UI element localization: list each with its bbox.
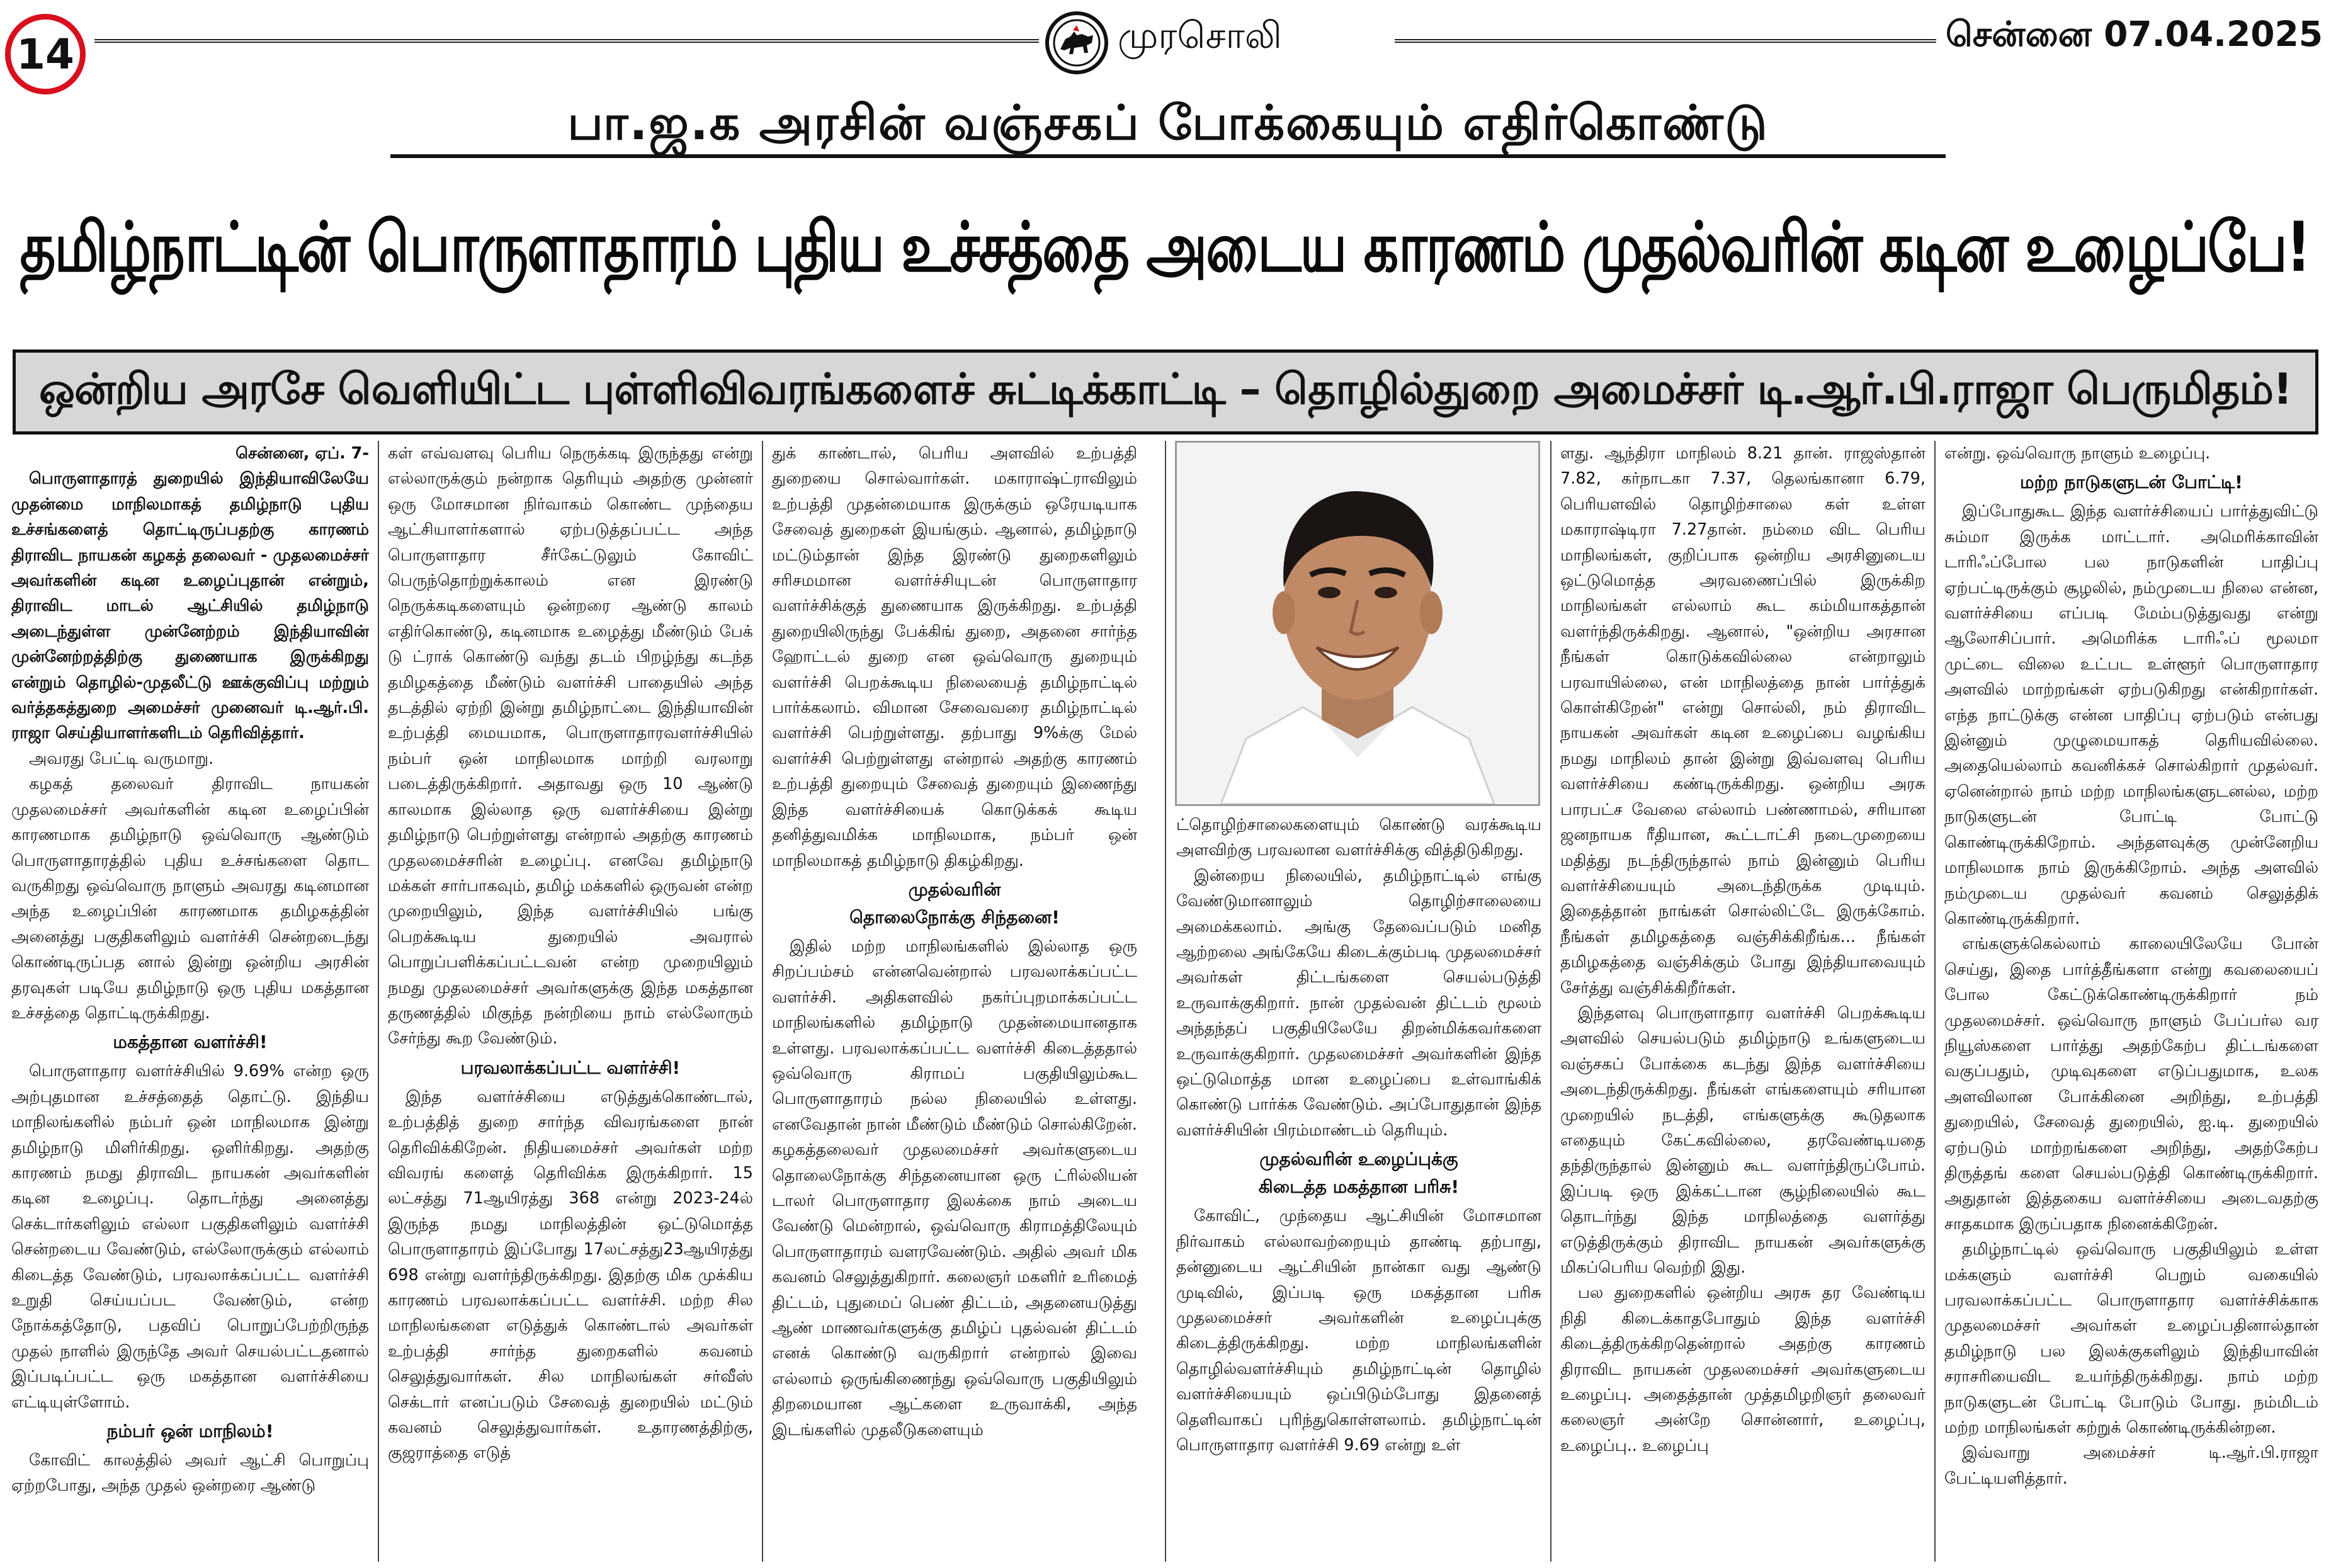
article-column-1 xyxy=(11,441,369,1562)
page-number: 14 xyxy=(5,14,86,94)
paragraph: துக் காண்டால், பெரிய அளவில் உற்பத்தி துறையை சொல்வார்கள். மகாராஷ்ட்ராவிலும் உற்பத்தி முதன்மையாக இருக்கும் ஒரேயடியாக சேவைத் துறைகள் இயங்கும். ஆனால், தமிழ்நாடு மட்டும்தான் இந்த இரண்டு துறைகளிலும் சரிசமமான வளர்ச்சியுடன் பொருளாதார வளர்ச்சிக்குத் துணையாக இருக்கிறது. உற்பத்தி துறையிலிருந்து பேக்கிங் துறை, அதனை சார்ந்த ஹோட்டல் துறை என ஒவ்வொரு துறையும் வளர்ச்சி பெறக்கூடிய நிலையைத் தமிழ்நாட்டில் பார்க்கலாம். விமான சேவைவரை தமிழ்நாட்டில் வளர்ச்சி பெற்றுள்ளது. தற்பாது 9%க்கு மேல் வளர்ச்சி பெற்றுள்ளது என்றால் அதற்கு காரணம் உற்பத்தி துறையும் சேவைத் துறையும் இணைந்து இந்த வளர்ச்சியைக் கொடுக்கக் கூடிய தனித்துவமிக்க மாநிலமாக, நம்பர் ஒன் மாநிலமாகத் தமிழ்நாடு திகழ்கிறது. xyxy=(772,444,1137,870)
column-divider xyxy=(1550,441,1551,1562)
column-divider xyxy=(762,441,763,1562)
section-heading: முதல்வரின் xyxy=(908,878,1001,900)
main-headline: தமிழ்நாட்டின் பொருளாதாரம் புதிய உச்சத்தை அடைய காரணம் முதல்வரின் கடின உழைப்பே! xyxy=(20,207,2310,288)
section-heading: நம்பர் ஒன் மாநிலம்! xyxy=(106,1421,274,1442)
header-rule-right xyxy=(1395,39,1936,43)
article-column-6 xyxy=(1944,441,2318,1562)
section-heading: மகத்தான வளர்ச்சி! xyxy=(113,1031,268,1053)
section-heading: முதல்வரின் உழைப்புக்கு xyxy=(1259,1149,1458,1170)
article-column-5 xyxy=(1560,441,1925,1562)
paragraph: இன்றைய நிலையில், தமிழ்நாட்டில் எங்கு வேண்டுமானாலும் தொழிற்சாலையை அமைக்கலாம். அங்கு தேவைப்படும் மனித ஆற்றலை அங்கேயே கிடைக்கும்படி முதலமைச்சர் அவர்கள் திட்டங்களை செயல்படுத்தி உருவாக்குகிறார். நான் முதல்வன் திட்டம் மூலம் அந்தந்தப் பகுதியிலேயே திறன்மிக்கவர்களை உருவாக்குகிறார். முதலமைச்சர் அவர்களின் இந்த ஒட்டுமொத்த மான உழைப்பை உள்வாங்கிக் கொண்டு பார்க்க வேண்டும். அப்போதுதான் இந்த வளர்ச்சியின் பிரம்மாண்டம் தெரியும். xyxy=(1176,866,1541,1140)
minister-photo xyxy=(1175,441,1540,806)
subheadline-box xyxy=(13,349,2318,435)
paragraph: ளது. ஆந்திரா மாநிலம் 8.21 தான். ராஜஸ்தான் 7.82, கர்நாடகா 7.37, தெலங்கானா 6.79, பெரியளவில் தொழிற்சாலை கள் உள்ள மகாராஷ்டிரா 7.27தான். நம்மை விட பெரிய மாநிலங்கள், குறிப்பாக ஒன்றிய அரசினுடைய ஒட்டுமொத்த அரவணைப்பில் இருக்கிற மாநிலங்கள் எல்லாம் கூட கம்மியாகத்தான் வளர்ந்திருக்கிறது. ஆனால், "ஒன்றிய அரசான நீங்கள் கொடுக்கவில்லை என்றாலும் பரவாயில்லை, என் மாநிலத்தை நான் பார்த்துக் கொள்கிறேன்" என்று சொல்லி, நம் திராவிட நாயகன் அவர்கள் கடின உழைப்பை வழங்கிய நமது மாநிலம் தான் இன்று இவ்வளவு பெரிய வளர்ச்சியை கண்டிருக்கிறது. ஒன்றிய அரசு பாரபட்ச வேலை எல்லாம் பண்ணாமல், சரியான ஜனநாயக ரீதியான, கூட்டாட்சி நடைமுறையை மதித்து நடந்திருந்தால் நாம் இன்னும் பெரிய வளர்ச்சியையும் அடைந்திருக்க முடியும். இதைத்தான் நாங்கள் சொல்லிட்டே இருக்கோம். நீங்கள் தமிழகத்தை வஞ்சிக்கிறீங்க... நீங்கள் தமிழகத்தை வஞ்சிக்கும் போது இந்தியாவையும் சேர்த்து வஞ்சிக்கிறீர்கள். xyxy=(1560,444,1925,997)
section-heading: தொலைநோக்கு சிந்தனை! xyxy=(849,906,1060,928)
paragraph: அவரது பேட்டி வருமாறு. xyxy=(29,749,214,768)
paragraph: இந்தளவு பொருளாதார வளர்ச்சி பெறக்கூடிய அளவில் செயல்படும் தமிழ்நாடு உங்களுடைய வஞ்சகப் போக்கை கடந்து இந்த வளர்ச்சியை அடைந்திருக்கிறது. நீங்கள் எங்களையும் சரியான முறையில் நடத்தி, எங்களுக்கு கூடுதலாக எதையும் கேட்கவில்லை, தரவேண்டியதை தந்திருந்தால் இன்னும் கூட வளர்ந்திருப்போம். இப்படி ஒரு இக்கட்டான சூழ்நிலையில் கூட தொடர்ந்து இந்த மாநிலத்தை வளர்த்து எடுத்திருக்கும் திராவிட நாயகன் அவர்களுக்கு மிகப்பெரிய வெற்றி இது. xyxy=(1560,1003,1925,1277)
paragraph: தமிழ்நாட்டில் ஒவ்வொரு பகுதியிலும் உள்ள மக்களும் வளர்ச்சி பெறும் வகையில் பரவலாக்கப்பட்ட பொருளாதார வளர்ச்சிக்காக முதலமைச்சர் அவர்கள் உழைப்பதினால்தான் தமிழ்நாடு பல இலக்குகளிலும் இந்தியாவின் சராசரியைவிட உயர்ந்திருக்கிறது. நாம் மற்ற நாடுகளுடன் போட்டி போடும் போது. நம்மிடம் மற்ற மாநிலங்கள் கற்றுக் கொண்டிருக்கின்றன. xyxy=(1944,1240,2318,1438)
paragraph: இப்போதுகூட இந்த வளர்ச்சியைப் பார்த்துவிட்டு சும்மா இருக்க மாட்டார். அமெரிக்காவின் டாரிஃப்போல பல நாடுகளின் பாதிப்பு ஏற்பட்டிருக்கும் சூழலில், நம்முடைய நிலை என்ன, வளர்ச்சியை எப்படி மேம்படுத்துவது என்று ஆலோசிப்பார். அமெரிக்க டாரிஃப் மூலமா முட்டை விலை உட்பட உள்ளூர் பொருளாதார அளவில் மாற்றங்கள் ஏற்படுகிறது என்கிறார்கள். எந்த நாட்டுக்கு என்ன பாதிப்பு ஏற்படும் என்பது இன்னும் முழுமையாகத் தெரியவில்லை. அதையெல்லாம் கவனிக்கச் சொல்கிறார் முதல்வர். ஏனென்றால் நாம் மற்ற மாநிலங்களுடனல்ல, மற்ற நாடுகளுடன் போட்டி போட்டு கொண்டிருக்கிறோம். அந்தளவுக்கு முன்னேறிய மாநிலமாக நாம் இருக்கிறோம். அந்த அளவில் நம்முடைய முதல்வர் கவனம் செலுத்திக் கொண்டிருக்கிறார். xyxy=(1944,502,2318,928)
subheadline: ஒன்றிய அரசே வெளியிட்ட புள்ளிவிவரங்களைச் சுட்டிக்காட்டி – தொழில்துறை அமைச்சர் டி.ஆர்.பி.ராஜா பெருமிதம்! xyxy=(39,364,2292,414)
header-rule-left xyxy=(94,39,1039,43)
newspaper-name: முரசொலி xyxy=(1118,14,1282,57)
article-column-3 xyxy=(772,441,1137,1562)
newspaper-logo-icon xyxy=(1045,11,1108,74)
paragraph: இவ்வாறு அமைச்சர் டி.ஆர்.பி.ராஜா பேட்டியளித்தார். xyxy=(1944,1443,2318,1488)
paragraph: பல துறைகளில் ஒன்றிய அரசு தர வேண்டிய நிதி கிடைக்காதபோதும் இந்த வளர்ச்சி கிடைத்திருக்கிறதென்றால் அதற்கு காரணம் திராவிட நாயகன் முதலமைச்சர் அவர்களுடைய உழைப்பு. அதைத்தான் முத்தமிழறிஞர் தலைவர் கலைஞர் அன்றே சொன்னார், உழைப்பு, உழைப்பு.. உழைப்பு xyxy=(1560,1283,1925,1455)
paragraph: இதில் மற்ற மாநிலங்களில் இல்லாத ஒரு சிறப்பம்சம் என்னவென்றால் பரவலாக்கப்பட்ட வளர்ச்சி. அதிகளவில் நகர்ப்புறமாக்கப்பட்ட மாநிலங்களில் தமிழ்நாடு முதன்மையானதாக உள்ளது. பரவலாக்கப்பட்ட வளர்ச்சி கிடைத்ததால் ஒவ்வொரு கிராமப் பகுதியிலும்கூட பொருளாதாரம் நல்ல நிலையில் உள்ளது. எனவேதான் நான் மீண்டும் மீண்டும் சொல்கிறேன். கழகத்தலைவர் முதலமைச்சர் அவர்களுடைய தொலைநோக்கு சிந்தனையான ஒரு ட்ரில்லியன் டாலர் பொருளாதார இலக்கை நாம் அடைய வேண்டு மென்றால், ஒவ்வொரு கிராமத்திலேயும் பொருளாதாரம் வளரவேண்டும். அதில் அவர் மிக கவனம் செலுத்துகிறார். கலைஞர் மகளிர் உரிமைத் திட்டம், புதுமைப் பெண் திட்டம், அதனையடுத்து ஆண் மாணவர்களுக்கு தமிழ்ப் புதல்வன் திட்டம் எனக் கொண்டு வருகிறார் என்றால் இவை எல்லாம் ஒருங்கிணைந்து ஒவ்வொரு பகுதியிலும் திறமையான ஆட்களை உருவாக்கி, அந்த இடங்களில் முதலீடுகளையும் xyxy=(772,936,1137,1440)
kicker: பா.ஜ.க அரசின் வஞ்சகப் போக்கையும் எதிர்கொண்டு xyxy=(567,94,1769,151)
section-heading: மற்ற நாடுகளுடன் போட்டி! xyxy=(2020,472,2243,493)
section-heading: பரவலாக்கப்பட்ட வளர்ச்சி! xyxy=(460,1057,681,1078)
article-column-4 xyxy=(1176,812,1541,1562)
paragraph: ட்தொழிற்சாலைகளையும் கொண்டு வரக்கூடிய அளவிற்கு பரவலான வளர்ச்சிக்கு வித்திடுகிறது. xyxy=(1176,815,1541,860)
paragraph: என்று. ஒவ்வொரு நாளும் உழைப்பு. xyxy=(1944,444,2211,463)
column-divider xyxy=(378,441,379,1562)
paragraph: கோவிட், முந்தைய ஆட்சியின் மோசமான நிர்வாகம் எல்லாவற்றையும் தாண்டி தற்பாது, தன்னுடைய ஆட்சியின் நான்கா வது ஆண்டு முடிவில், இப்படி ஒரு மகத்தான பரிசு முதலமைச்சர் அவர்களின் உழைப்புக்கு கிடைத்திருக்கிறது. மற்ற மாநிலங்களின் தொழில்வளர்ச்சியும் தமிழ்நாட்டின் தொழில் வளர்ச்சியையும் ஒப்பிடும்போது இதனைத் தெளிவாகப் புரிந்துகொள்ளலாம். தமிழ்நாட்டின் பொருளாதார வளர்ச்சி 9.69 என்று உள் xyxy=(1176,1207,1541,1455)
column-divider xyxy=(1934,441,1936,1562)
article-column-2 xyxy=(388,441,753,1562)
paragraph: கள் எவ்வளவு பெரிய நெருக்கடி இருந்தது என்று எல்லாருக்கும் நன்றாக தெரியும் அதற்கு முன்னர் ஒரு மோசமான நிர்வாகம் கொண்ட முந்தைய ஆட்சியாளர்களால் ஏற்படுத்தப்பட்ட அந்த பொருளாதார சீர்கேட்டுலும் கோவிட் பெருந்தொற்றுக்காலம் என இரண்டு நெருக்கடிகளையும் ஒன்றரை ஆண்டு காலம் எதிர்கொண்டு, கடினமாக உழைத்து மீண்டும் பேக் டு ட்ராக் கொண்டு வந்து தடம் பிறழ்ந்து கடந்த தமிழகத்தை மீண்டும் வளர்ச்சி பாதையில் அந்த தடத்தில் ஏற்றி இன்று தமிழ்நாட்டை இந்தியாவின் உற்பத்தி மையமாக, பொருளாதாரவளர்ச்சியில் நம்பர் ஒன் மாநிலமாக மாற்றி வரலாறு படைத்திருக்கிறார். அதாவது ஒரு 10 ஆண்டு காலமாக இல்லாத ஒரு வளர்ச்சியை இன்று தமிழ்நாடு பெற்றுள்ளது என்றால் அதற்கு காரணம் முதலமைச்சரின் உழைப்பு. எனவே தமிழ்நாடு மக்கள் சார்பாகவும், தமிழ் மக்களில் ஒருவன் என்ற முறையிலும், இந்த வளர்ச்சியில் பங்கு பெறக்கூடிய துறையில் அவரால் பொறுப்பளிக்கப்பட்டவன் என்ற முறையிலும் நமது முதலமைச்சர் அவர்களுக்கு இந்த மகத்தான தருணத்தில் மிகுந்த நன்றியை நாம் எல்லோரும் சேர்ந்து கூற வேண்டும். xyxy=(388,444,753,1048)
lead-paragraph: பொருளாதாரத் துறையில் இந்தியாவிலேயே முதன்மை மாநிலமாகத் தமிழ்நாடு புதிய உச்சங்களைத் தொட்டிருப்பதற்கு காரணம் திராவிட நாயகன் கழகத் தலைவர் - முதலமைச்சர் அவர்களின் கடின உழைப்புதான் என்றும், திராவிட மாடல் ஆட்சியில் தமிழ்நாடு அடைந்துள்ள முன்னேற்றம் இந்தியாவின் முன்னேற்றத்திற்கு துணையாக இருக்கிறது என்றும் தொழில்-முதலீட்டு ஊக்குவிப்பு மற்றும் வர்த்தகத்துறை அமைச்சர் முனைவர் டி.ஆர்.பி. ராஜா செய்தியாளர்களிடம் தெரிவித்தார். xyxy=(11,469,369,743)
paragraph: கோவிட் காலத்தில் அவர் ஆட்சி பொறுப்பு ஏற்றபோது, அந்த முதல் ஒன்றரை ஆண்டு xyxy=(11,1451,369,1496)
paragraph: எங்களுக்கெல்லாம் காலையிலேயே போன் செய்து, இதை பார்த்தீங்களா என்று கவலையைப் போல கேட்டுக்கொண்டிருக்கிறார் நம் முதலமைச்சர். ஒவ்வொரு நாளும் பேப்பர்ல வர நியூஸ்களை பார்த்து அதற்கேற்ப திட்டங்களை வகுப்பதும், முடிவுகளை எடுப்பதுமாக, உலக அளவிலான போக்கினை அறிந்து, உற்பத்தி துறையில், சேவைத் துறையில், ஐ.டி. துறையில் ஏற்படும் மாற்றங்களை அறிந்து, அதற்கேற்ப திருத்தங் களை செயல்படுத்தி கொண்டிருக்கிறார். அதுதான் இத்தகைய வளர்ச்சியை அடைவதற்கு சாதகமாக இருப்பதாக நினைக்கிறேன். xyxy=(1944,935,2318,1234)
section-heading: கிடைத்த மகத்தான பரிசு! xyxy=(1258,1176,1460,1198)
city-date: சென்னை 07.04.2025 xyxy=(1946,14,2323,54)
dateline: சென்னை, ஏப். 7- xyxy=(235,444,369,463)
kicker-underline xyxy=(390,154,1946,158)
paragraph: இந்த வளர்ச்சியை எடுத்துக்கொண்டால், உற்பத்தித் துறை சார்ந்த விவரங்களை நான் தெரிவிக்கிறேன். நிதியமைச்சர் அவர்கள் மற்ற விவரங் களைத் தெரிவிக்க இருக்கிறார். 15 லட்சத்து 71ஆயிரத்து 368 என்று 2023-24ல் இருந்த நமது மாநிலத்தின் ஒட்டுமொத்த பொருளாதாரம் இப்போது 17லட்சத்து23ஆயிரத்து 698 என்று வளர்ந்திருக்கிறது. இதற்கு மிக முக்கிய காரணம் பரவலாக்கப்பட்ட வளர்ச்சி. மற்ற சில மாநிலங்களை எடுத்துக் கொண்டால் அவர்கள் உற்பத்தி சார்ந்த துறைகளில் கவனம் செலுத்துவார்கள். சில மாநிலங்கள் சர்வீஸ் செக்டார் எனப்படும் சேவைத் துறையில் மட்டும் கவனம் செலுத்துவார்கள். உதாரணத்திற்கு, குஜராத்தை எடுத் xyxy=(388,1087,753,1463)
paragraph: கழகத் தலைவர் திராவிட நாயகன் முதலமைச்சர் அவர்களின் கடின உழைப்பின் காரணமாக தமிழ்நாடு ஒவ்வொரு ஆண்டும் பொருளாதாரத்தில் புதிய உச்சங்களை தொட வருகிறது ஒவ்வொரு நாளும் அவரது கடினமான அந்த உழைப்பின் காரணமாக தமிழகத்தின் அனைத்து பகுதிகளிலும் வளர்ச்சி சென்றடைந்து கொண்டிருப்பத னால் இன்று ஒன்றிய அரசின் தரவுகள் படியே தமிழ்நாடு ஒரு புதிய மகத்தான உச்சத்தை தொட்டிருக்கிறது. xyxy=(11,775,369,1023)
column-divider xyxy=(1165,441,1166,1562)
paragraph: பொருளாதார வளர்ச்சியில் 9.69% என்ற ஒரு அற்புதமான உச்சத்தைத் தொட்டு. இந்திய மாநிலங்களில் நம்பர் ஒன் மாநிலமாக இன்று தமிழ்நாடு மிளிர்கிறது. ஒளிர்கிறது. அதற்கு காரணம் நமது திராவிட நாயகன் அவர்களின் கடின உழைப்பு. தொடர்ந்து அனைத்து செக்டார்களிலும் எல்லா பகுதிகளிலும் வளர்ச்சி சென்றடைய வேண்டும், எல்லோருக்கும் எல்லாம் கிடைத்த வேண்டும், பரவலாக்கப்பட்ட வளர்ச்சி உறுதி செய்யப்பட வேண்டும், என்ற நோக்கத்தோடு, பதவிப் பொறுப்பேற்றிருந்த முதல் நாளில் இருந்தே அவர் செயல்பட்டதனால் இப்படிப்பட்ட ஒரு மகத்தான வளர்ச்சியை எட்டியுள்ளோம். xyxy=(11,1062,369,1412)
